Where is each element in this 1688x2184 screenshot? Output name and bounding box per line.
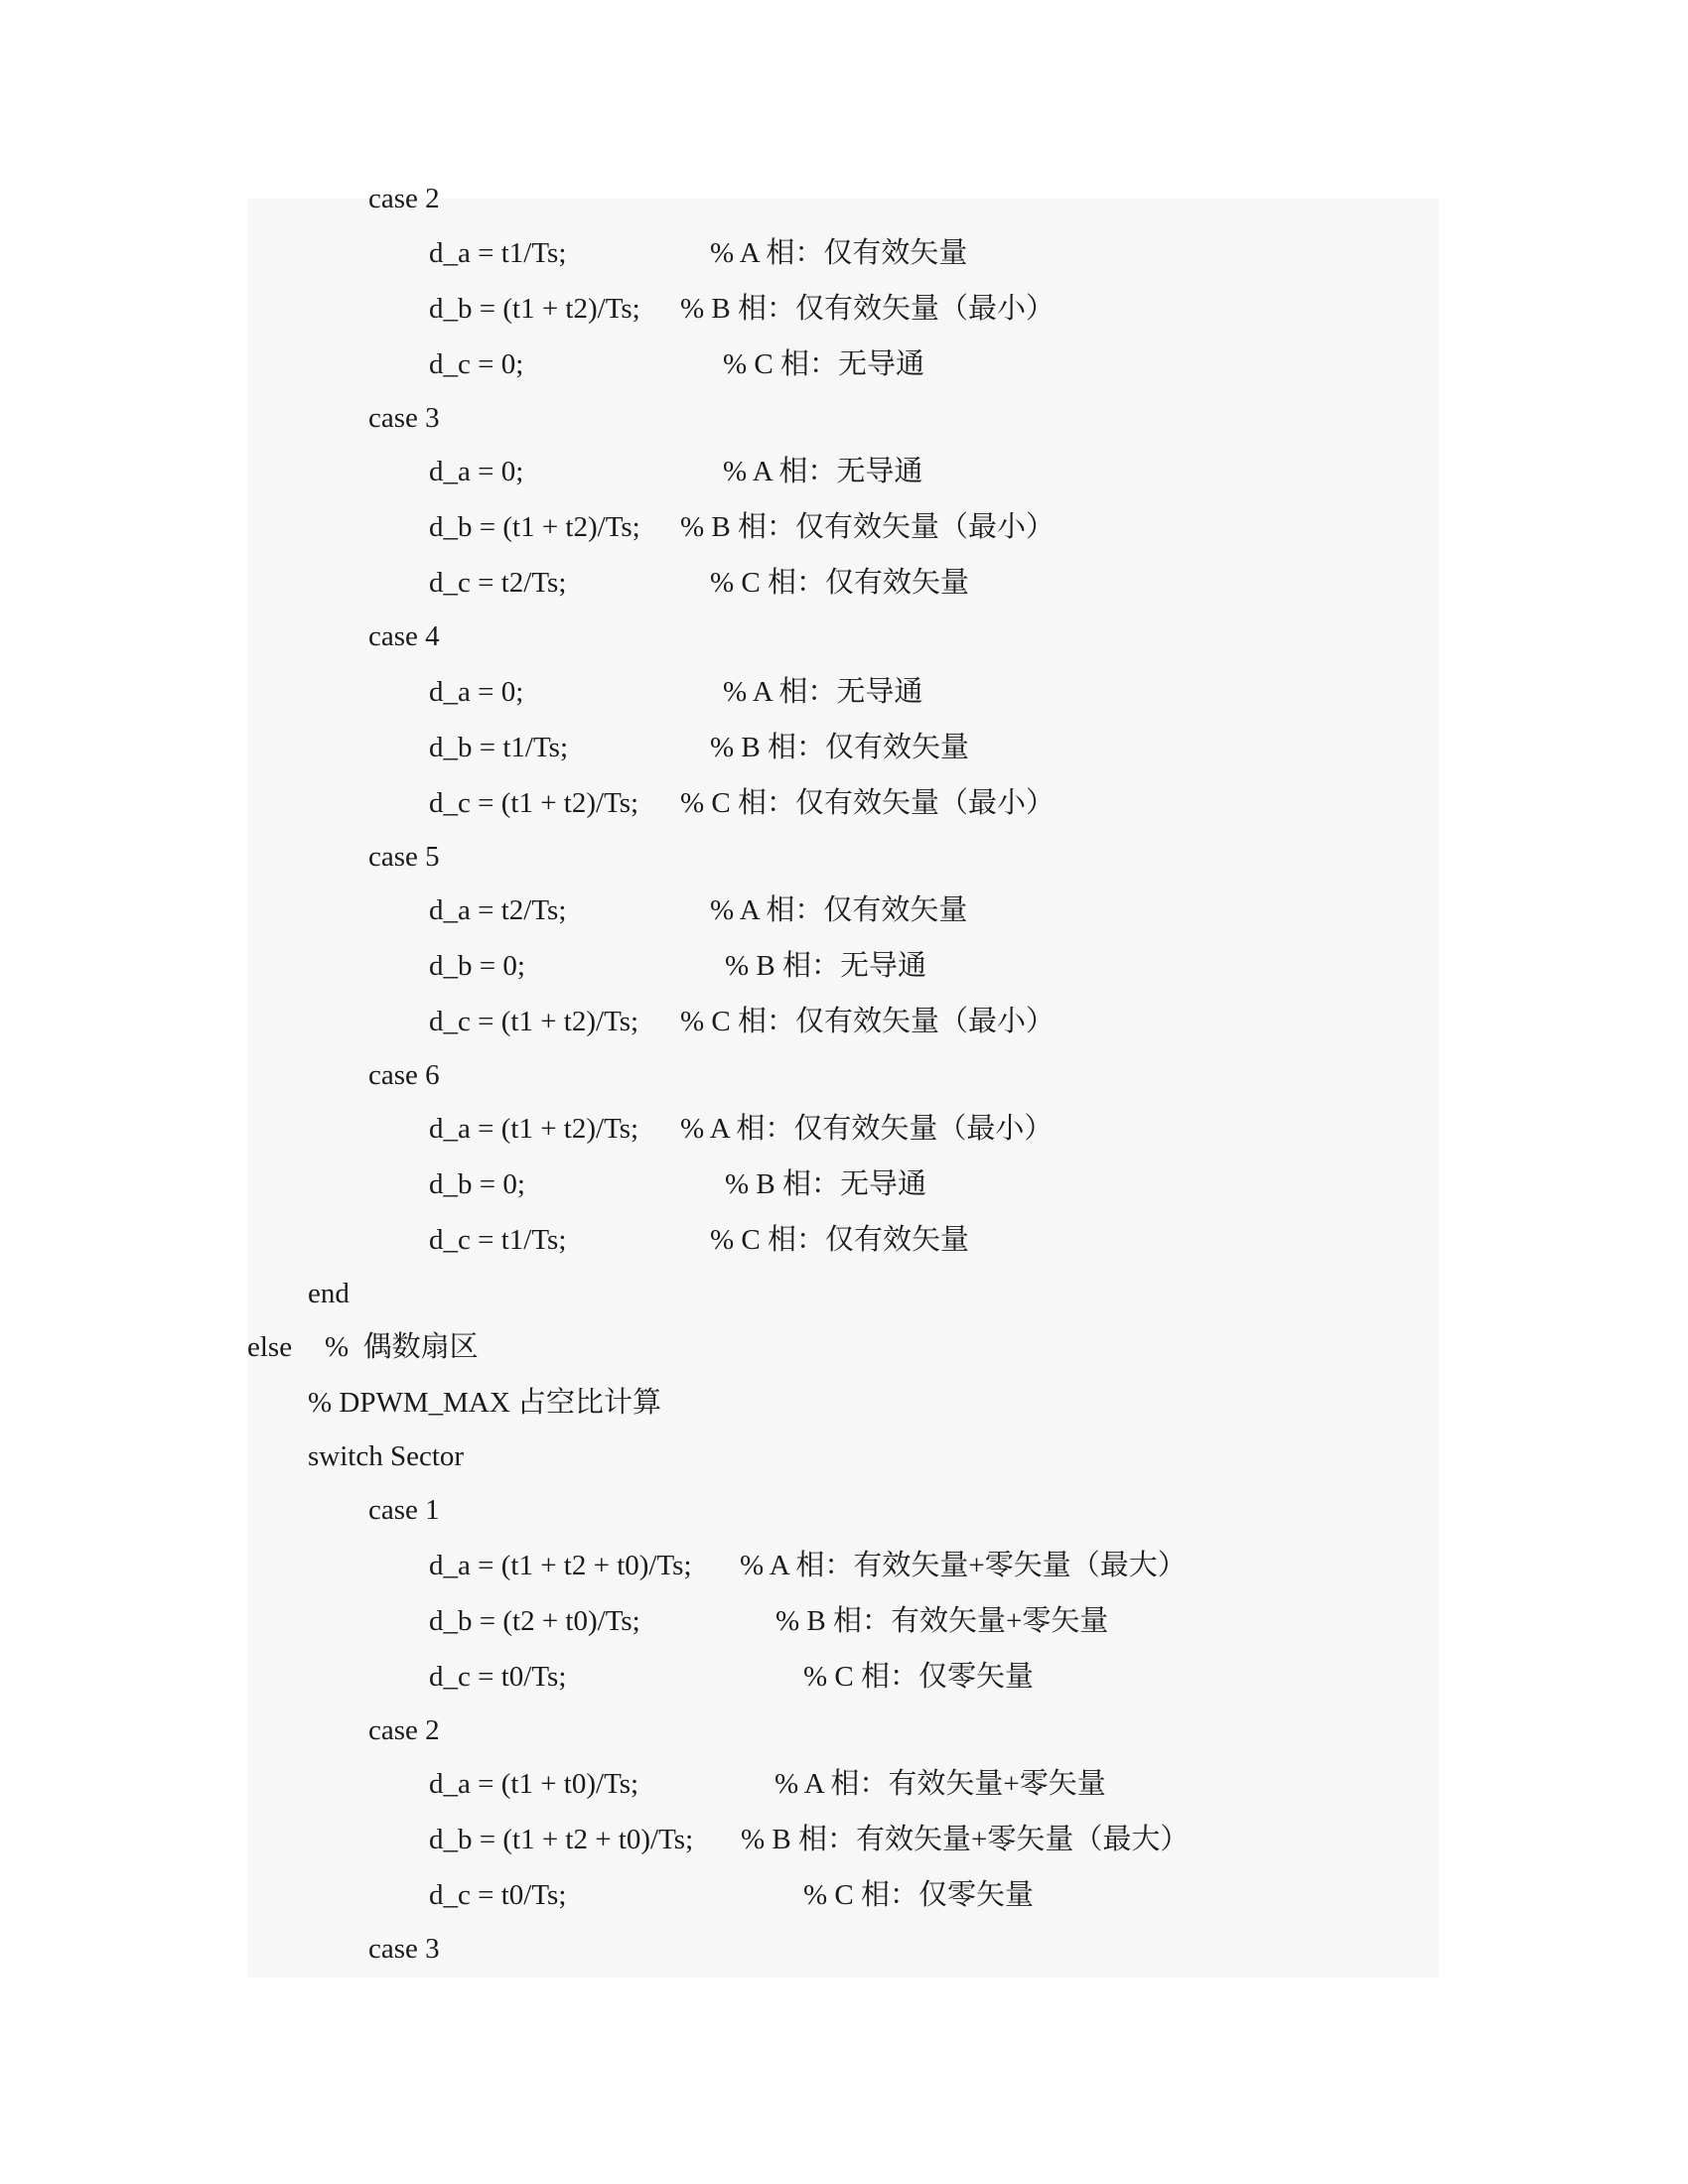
code-text: end — [308, 1278, 350, 1309]
code-text: case 3 — [368, 402, 440, 434]
code-line — [247, 1160, 927, 1209]
code-comment: % C 相：仅零矢量 — [803, 1879, 1035, 1911]
code-line — [247, 1432, 465, 1481]
code-line — [247, 284, 1055, 334]
code-comment: % C 相：仅有效矢量（最小） — [680, 787, 1055, 819]
code-text: d_b = (t2 + t0)/Ts; — [429, 1605, 640, 1637]
code-line — [247, 1269, 350, 1318]
code-text: d_a = (t1 + t2 + t0)/Ts; — [429, 1550, 692, 1581]
code-line — [247, 941, 927, 991]
code-text: d_b = 0; — [429, 1168, 525, 1200]
code-line — [247, 558, 970, 608]
code-comment: % C 相：仅有效矢量 — [710, 1224, 970, 1256]
code-comment: % B 相：仅有效矢量（最小） — [680, 511, 1055, 543]
code-comment: % A 相：无导通 — [723, 676, 923, 708]
code-text: switch Sector — [308, 1440, 465, 1472]
code-comment: % B 相：有效矢量+零矢量 — [775, 1605, 1109, 1637]
code-line — [247, 1652, 1035, 1702]
code-comment: % A 相：仅有效矢量 — [710, 894, 968, 926]
code-comment: % A 相：仅有效矢量（最小） — [680, 1113, 1054, 1145]
code-text: % DPWM_MAX 占空比计算 — [308, 1387, 662, 1419]
code-line — [247, 1104, 1054, 1154]
code-text: d_c = t0/Ts; — [429, 1661, 567, 1693]
code-text: d_a = 0; — [429, 456, 524, 487]
code-comment: % 偶数扇区 — [325, 1331, 479, 1363]
code-comment: % C 相：无导通 — [723, 348, 925, 380]
code-line — [247, 886, 968, 935]
code-line — [247, 832, 440, 882]
code-text: d_b = (t1 + t2)/Ts; — [429, 511, 640, 543]
code-line — [247, 447, 923, 496]
code-text: d_c = t2/Ts; — [429, 567, 567, 599]
code-line — [247, 228, 968, 278]
code-text: case 6 — [368, 1059, 440, 1091]
code-line — [247, 1706, 440, 1755]
code-text: case 1 — [368, 1494, 440, 1526]
code-text: d_c = t0/Ts; — [429, 1879, 567, 1911]
code-line — [247, 667, 923, 717]
code-comment: % B 相：无导通 — [725, 950, 927, 982]
code-text: case 2 — [368, 183, 440, 214]
code-line — [247, 1870, 1035, 1920]
code-line — [247, 1050, 440, 1100]
code-text: d_a = t1/Ts; — [429, 237, 567, 269]
code-text: d_b = t1/Ts; — [429, 732, 569, 763]
code-text: d_b = 0; — [429, 950, 525, 982]
code-line — [247, 1322, 479, 1372]
code-text: d_c = (t1 + t2)/Ts; — [429, 787, 639, 819]
code-line — [247, 997, 1055, 1046]
code-comment: % B 相：仅有效矢量 — [710, 732, 970, 763]
code-line — [247, 1924, 440, 1974]
code-line — [247, 778, 1055, 828]
code-line — [247, 1215, 970, 1265]
code-line — [247, 1378, 662, 1428]
code-text: d_a = 0; — [429, 676, 524, 708]
code-text: d_c = t1/Ts; — [429, 1224, 567, 1256]
code-text: else — [247, 1331, 293, 1363]
code-comment: % B 相：无导通 — [725, 1168, 927, 1200]
code-block — [247, 183, 1439, 1978]
code-text: case 3 — [368, 1933, 440, 1965]
code-line — [247, 612, 440, 661]
code-comment: % A 相：仅有效矢量 — [710, 237, 968, 269]
code-comment: % C 相：仅零矢量 — [803, 1661, 1035, 1693]
code-comment: % B 相：有效矢量+零矢量（最大） — [741, 1824, 1190, 1855]
code-line — [247, 340, 925, 389]
code-comment: % B 相：仅有效矢量（最小） — [680, 293, 1055, 325]
code-line — [247, 1815, 1190, 1864]
code-line — [247, 723, 970, 772]
code-text: d_a = (t1 + t2)/Ts; — [429, 1113, 639, 1145]
code-text: d_a = t2/Ts; — [429, 894, 567, 926]
code-text: case 2 — [368, 1714, 440, 1746]
code-line — [247, 1759, 1106, 1809]
code-line — [247, 1485, 440, 1535]
code-comment: % A 相：无导通 — [723, 456, 923, 487]
code-line — [247, 393, 440, 443]
code-text: case 4 — [368, 620, 440, 652]
code-comment: % C 相：仅有效矢量 — [710, 567, 970, 599]
code-line — [247, 174, 440, 223]
code-text: d_c = (t1 + t2)/Ts; — [429, 1006, 639, 1037]
code-line — [247, 1541, 1187, 1590]
code-text: d_b = (t1 + t2)/Ts; — [429, 293, 640, 325]
code-text: d_c = 0; — [429, 348, 524, 380]
code-comment: % A 相：有效矢量+零矢量 — [774, 1768, 1106, 1800]
code-text: d_b = (t1 + t2 + t0)/Ts; — [429, 1824, 694, 1855]
code-comment: % C 相：仅有效矢量（最小） — [680, 1006, 1055, 1037]
code-line — [247, 1596, 1109, 1646]
code-line — [247, 502, 1055, 552]
code-comment: % A 相：有效矢量+零矢量（最大） — [740, 1550, 1187, 1581]
code-text: case 5 — [368, 841, 440, 873]
code-text: d_a = (t1 + t0)/Ts; — [429, 1768, 639, 1800]
